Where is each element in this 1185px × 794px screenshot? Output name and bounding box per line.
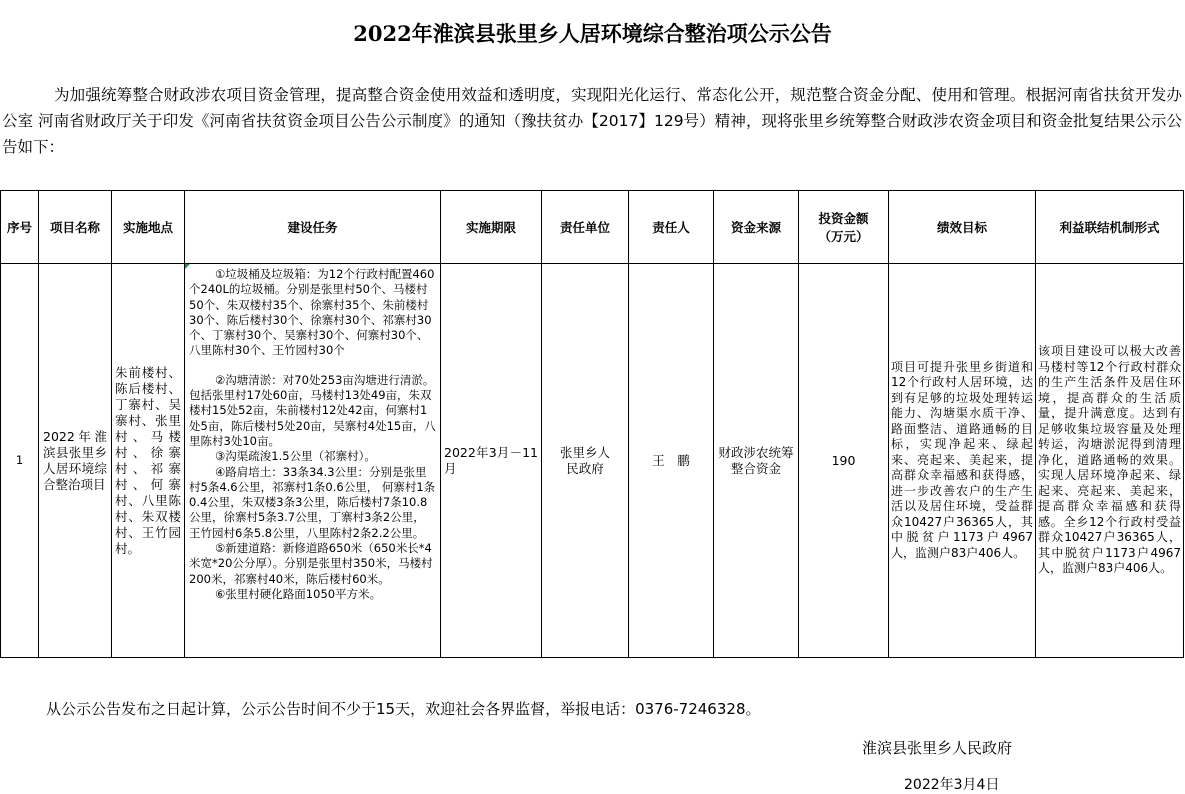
cell-goal: 项目可提升张里乡街道和12个行政村人居环境，达到有足够的垃圾处理转运能力、沟塘渠水质干净、路面整洁、道路通畅的目标，实现净起来、绿起来、亮起来、美起来，提高群众幸福感和获得感，进一步改善农户的生产生活以及居住环境，受益群众10427户36365人，其中脱贫户1173户4967人，监测户83户406人。 (889, 264, 1036, 658)
task-item: ⑤新建道路：新修道路650米（650米长*4米宽*20公分厚）。分别是张里村350米，马楼村200米，祁寨村40米，陈后楼村60米。 (189, 541, 433, 586)
cell-fund: 财政涉农统筹整合资金 (714, 264, 799, 658)
task-item: ④路肩培土：33条34.3公里：分别是张里村5条4.6公里，祁寨村1条0.6公里， 何寨村1条0.4公里，朱双楼3条3公里，陈后楼村7条10.8公里，徐寨村5条3.7公里，丁寨村3条2公里，王竹园村6条5.8公里，八里陈村2条2.2公里。 (189, 464, 436, 540)
header-benefit: 利益联结机制形式 (1036, 191, 1184, 264)
cell-location: 朱前楼村、陈后楼村、丁寨村、吴寨村、张里村、马楼村、徐寨村、祁寨村、何寨村、八里陈村、朱双楼村、王竹园村。 (112, 264, 185, 658)
cell-person: 王 鹏 (629, 264, 714, 658)
table-row (1, 264, 1184, 658)
header-amount (799, 191, 889, 264)
header-fund: 资金来源 (714, 191, 799, 264)
cell-amount: 190 (799, 264, 889, 658)
intro-paragraph: 为加强统筹整合财政涉农项目资金管理，提高整合资金使用效益和透明度，实现阳光化运行、常态化公开，规范整合资金分配、使用和管理。根据河南省扶贫开发办公室 河南省财政厅关于印发《河南省扶贫资金项目公告公示制度》的通知（豫扶贫办【2017】129号）精神，现将张里乡统筹整合财政涉农资金项目和资金批复结果公示公告如下： (2, 86, 1182, 156)
signer-org: 淮滨县张里乡人民政府 (862, 739, 1013, 757)
header-amount-line1: 投资金额 (818, 211, 869, 226)
notice-text: 从公示公告发布之日起计算，公示公告时间不少于15天，欢迎社会各界监督，举报电话：0376-7246328。 (46, 700, 761, 718)
task-item: ②沟塘清淤：对70处253亩沟塘进行清淤。包括张里村17处60亩，马楼村13处49亩，朱双楼村15处52亩，朱前楼村12处42亩，何寨村1处5亩，陈后楼村5处20亩，吴寨村4处15亩，八里陈村3处10亩。 (189, 372, 436, 448)
header-goal: 绩效目标 (889, 191, 1036, 264)
header-task: 建设任务 (185, 191, 441, 264)
task-item: ③沟渠疏浚1.5公里（祁寨村）。 (215, 449, 376, 464)
cell-project-name: 2022年淮滨县张里乡人居环境综合整治项目 (39, 264, 112, 658)
header-name: 项目名称 (39, 191, 112, 264)
document-title: 2022年淮滨县张里乡人居环境综合整治项公示公告 (353, 21, 832, 46)
publish-date: 2022年3月4日 (904, 777, 1000, 793)
comment-marker-icon (185, 264, 190, 269)
header-person: 责任人 (629, 191, 714, 264)
header-location: 实施地点 (112, 191, 185, 264)
header-unit: 责任单位 (542, 191, 629, 264)
task-item: ①垃圾桶及垃圾箱：为12个行政村配置460个240L的垃圾桶。分别是张里村50个、马楼村50个、朱双楼村35个、徐寨村35个、朱前楼村30个、陈后楼村30个、徐寨村30个、祁寨村30个、丁寨村30个、吴寨村30个、何寨村30个、八里陈村30个、王竹园村30个 (189, 267, 435, 358)
cell-tasks (185, 264, 441, 658)
project-table (0, 190, 1184, 658)
cell-period: 2022年3月－11月 (441, 264, 542, 658)
header-seq: 序号 (1, 191, 39, 264)
cell-benefit: 该项目建设可以极大改善马楼村等12个行政村群众的生产生活条件及居住环境，提高群众的生活质量，提升满意度。达到有足够收集垃圾容量及处理转运，沟塘淤泥得到清理净化，道路通畅的效果。实现人居环境净起来、绿起来、亮起来、美起来，提高群众幸福感和获得感。全乡12个行政村受益群众10427户36365人，其中脱贫户1173户4967人，监测户83户406人。 (1036, 264, 1184, 658)
task-item: ⑥张里村硬化路面1050平方米。 (215, 586, 382, 601)
header-amount-line2: （万元） (818, 229, 869, 244)
table-header-row (1, 191, 1184, 264)
cell-unit: 张里乡人民政府 (542, 264, 629, 658)
cell-seq: 1 (1, 264, 39, 658)
header-period: 实施期限 (441, 191, 542, 264)
